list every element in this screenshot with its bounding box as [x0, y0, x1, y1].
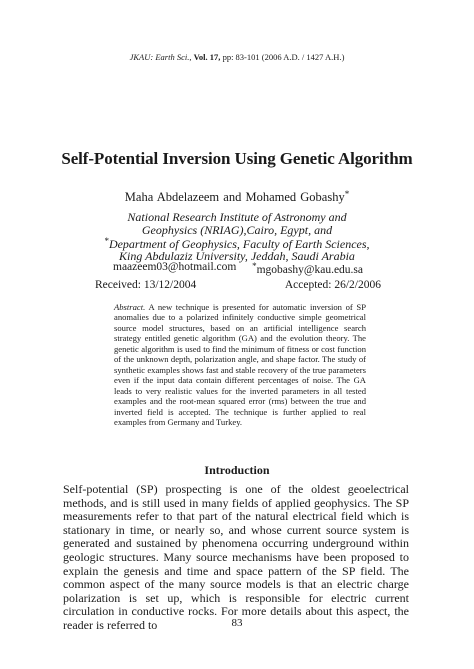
- email-right-wrapper: [252, 261, 363, 276]
- abstract: [114, 302, 366, 427]
- section-heading-introduction: Introduction: [204, 463, 270, 477]
- page-number: 83: [231, 617, 243, 629]
- author-emails: [113, 261, 363, 276]
- affiliation-line-4: King Abdulaziz University, Jeddah, Saudi Arabia: [119, 249, 355, 263]
- paper-title: Self-Potential Inversion Using Genetic Algorithm: [61, 149, 413, 168]
- email-right: mgobashy@kau.edu.sa: [256, 264, 363, 276]
- author-list: [0, 189, 474, 205]
- affiliation-mark: *: [104, 236, 109, 246]
- accepted-date: Accepted: 26/2/2006: [284, 279, 381, 291]
- dates-row: [95, 279, 381, 291]
- email-left: maazeem03@hotmail.com: [113, 261, 237, 273]
- journal-subtitle: Earth Sci.: [155, 52, 190, 62]
- affiliation-line-1: National Research Institute of Astronomy and: [127, 210, 347, 224]
- received-date: Received: 13/12/2004: [95, 279, 197, 291]
- journal-volume: Vol. 17,: [193, 52, 221, 62]
- email-mark: *: [252, 261, 257, 271]
- journal-pages: pp: 83-101 (2006 A.D. / 1427 A.H.): [222, 52, 345, 62]
- journal-abbr: JKAU:: [129, 52, 154, 62]
- author-mark: *: [344, 189, 350, 199]
- author-names: Maha Abdelazeem and Mohamed Gobashy: [124, 190, 345, 204]
- affiliation-line-3-text: Department of Geophysics, Faculty of Earth Sciences,: [108, 237, 370, 251]
- abstract-text: A new technique is presented for automatic inversion of SP anomalies due to a polarized infinitely conductive simple geometrical source model structures, based on an artificial intelligence search strategy entitled genetic algorithm (GA) and the evolution theory. The genetic algorithm is used to find the minimum of fitness or cost function of the unknown depth, polarization angle, and shape factor. The study of synthetic examples shows fast and stable recovery of the true parameters even if the input data contain different percentages of noise. The GA leads to very realistic values for the inverted parameters in all tested examples and the root-mean squared error (rms) between the true and inverted field is accepted. The technique is further applied to real examples from Germany and Turkey.: [114, 302, 366, 427]
- journal-citation: JKAU: Earth Sci., Vol. 17, pp: 83-101 (2006 A.D. / 1427 A.H.): [129, 52, 345, 62]
- introduction-paragraph: Self-potential (SP) prospecting is one of the oldest geoelectrical methods, and is still used in many fields of applied geophysics. The SP measurements refer to that part of the natural electrical field which is stationary in time, or nearly so, and whose current source system is generated and sustained by phenomena occurring underground within geologic structures. Many source mechanisms have been proposed to explain the genesis and time and space pattern of the SP field. The common aspect of the many source models is that an electric charge polarization is set up, which is responsible for electric current circulation in conductive rocks. For more details about this aspect, the reader is referred to: [63, 482, 409, 632]
- affiliation-line-2: Geophysics (NRIAG),Cairo, Egypt, and: [141, 223, 333, 237]
- abstract-label: Abstract.: [114, 302, 146, 312]
- introduction-body: [63, 483, 409, 633]
